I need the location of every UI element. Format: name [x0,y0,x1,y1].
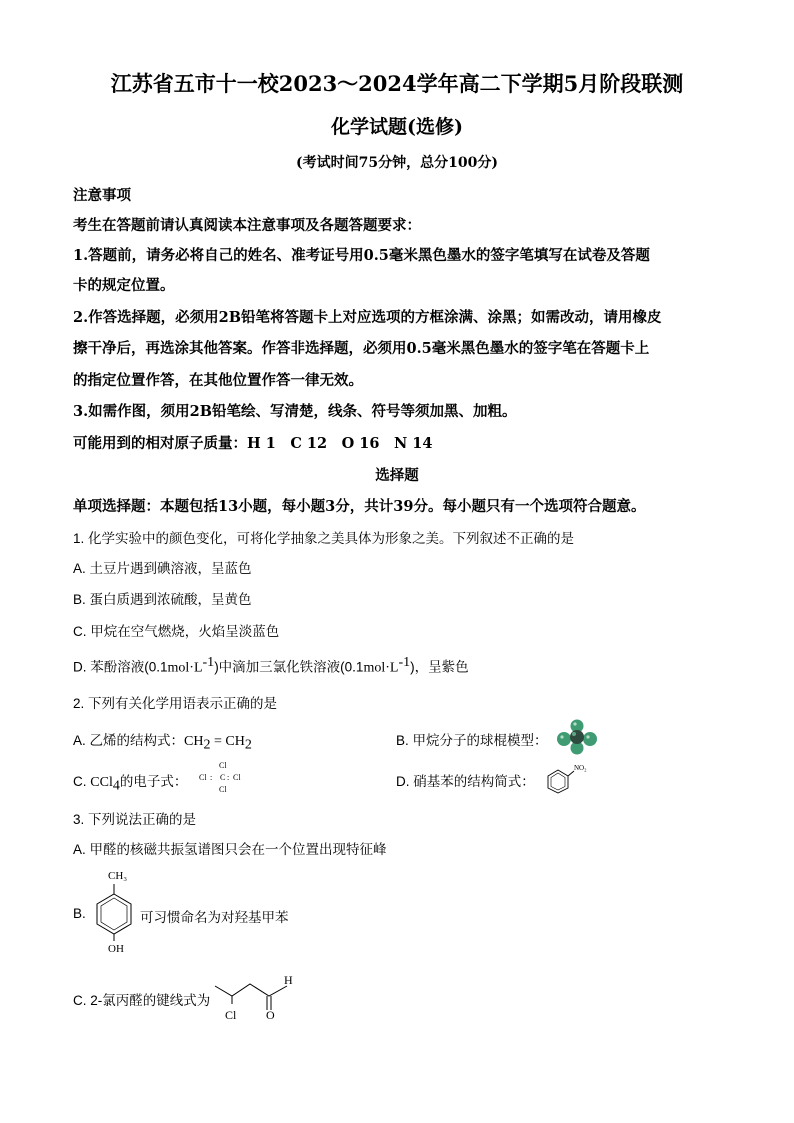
notice-item-2-line-1: 2.作答选择题，必须用2B铅笔将答题卡上对应选项的方框涂满、涂黑；如需改动，请用橡皮 [73,309,662,326]
q3-option-c-label: C. 2-氯丙醛的键线式为 [73,993,211,1008]
ccl4-cl-top: Cl [219,761,227,770]
q3-c-cl: Cl [225,1008,237,1022]
ccl4-dots-left: : [210,773,213,782]
q2-c-formula: CCl [90,775,113,790]
q1-option-b: B. 蛋白质遇到浓硫酸，呈黄色 [73,592,252,607]
notice-item-1-line-1: 1.答题前，请务必将自己的姓名、准考证号用0.5毫米黑色墨水的签字笔填写在试卷及答题 [73,247,650,264]
ccl4-cl-bottom: Cl [219,785,227,794]
q3-option-b-text: 可习惯命名为对羟基甲苯 [140,910,289,925]
q1-d-mid: )中滴加三氯化铁溶液(0.1 [214,659,364,675]
q1-d-prefix: D. 苯酚溶液(0.1 [73,659,168,675]
q2-c-sub: 4 [112,778,120,794]
q1-d-unit-2: mol·L [363,660,399,676]
q3-option-b-label: B. [73,906,86,921]
q1-option-d [73,655,469,677]
q3-option-a: A. 甲醛的核磁共振氢谱图只会在一个位置出现特征峰 [73,842,387,857]
ccl4-cl-right: Cl [233,773,241,782]
q2-a-formula-left: CH [184,734,204,749]
ccl4-cl-left: Cl [199,773,207,782]
notice-heading: 注意事项 [73,187,131,204]
q1-d-sup-1: -1 [202,655,215,670]
q1-option-a: A. 土豆片遇到碘溶液，呈蓝色 [73,561,252,576]
section-instruction: 单项选择题：本题包括13小题，每小题3分，共计39分。每小题只有一个选项符合题意。 [73,498,646,515]
q1-option-c: C. 甲烷在空气燃烧，火焰呈淡蓝色 [73,624,280,639]
q3-c-h: H [284,973,293,987]
q2-a-formula-right: = CH [210,734,245,749]
q1-d-suffix: )，呈紫色 [410,659,469,675]
q2-a-sub-2: 2 [244,737,252,753]
q2-d-label: D. 硝基苯的结构简式： [396,774,535,789]
q2-option-c [73,770,187,795]
q2-c-label-post: 的电子式： [119,774,188,789]
q3-stem: 3. 下列说法正确的是 [73,812,197,827]
notice-intro: 考生在答题前请认真阅读本注意事项及各题答题要求： [73,217,421,234]
methane-ball-model-image [556,719,598,755]
q2-c-label-pre: C. [73,774,91,789]
section-title: 选择题 [375,467,419,484]
q2-stem: 2. 下列有关化学用语表示正确的是 [73,696,278,711]
q1-d-sup-2: -1 [398,655,411,670]
notice-item-1-line-2: 卡的规定位置。 [73,277,175,294]
q1-stem: 1. 化学实验中的颜色变化，可将化学抽象之美具体为形象之美。下列叙述不正确的是 [73,531,575,546]
notice-item-2-line-2: 擦干净后，再选涂其他答案。作答非选择题，必须用0.5毫米黑色墨水的签字笔在答题卡上 [73,340,650,357]
q2-b-label: B. 甲烷分子的球棍模型： [396,733,548,748]
q2-a-sub-1: 2 [203,737,211,753]
q2-option-b [396,729,548,749]
ccl4-c-center: C [220,773,226,782]
notice-item-2-line-3: 的指定位置作答，在其他位置作答一律无效。 [73,372,363,389]
nitro-group-label: NO₂ [574,764,587,772]
exam-title: 江苏省五市十一校2023～2024学年高二下学期5月阶段联测 [110,71,684,96]
exam-subtitle: 化学试题(选修) [331,116,463,138]
q3-b-oh: OH [108,943,124,955]
exam-meta: (考试时间75分钟，总分100分) [296,155,498,171]
notice-item-3: 3.如需作图，须用2B铅笔绘、写清楚，线条、符号等须加黑、加粗。 [73,403,517,420]
ccl4-dots-right: : [227,773,230,782]
ccl4-electron-formula [199,761,251,797]
q3-c-o: O [266,1008,275,1022]
q2-option-a [73,729,252,754]
q2-a-label: A. 乙烯的结构式： [73,733,185,748]
q3-b-ch3: CH₃ [108,870,128,882]
atomic-mass-line: 可能用到的相对原子质量：H 1 C 12 O 16 N 14 [73,435,433,452]
q1-d-unit-1: mol·L [167,660,203,676]
p-cresol-structure-image [92,882,136,942]
q2-option-d [396,770,535,790]
